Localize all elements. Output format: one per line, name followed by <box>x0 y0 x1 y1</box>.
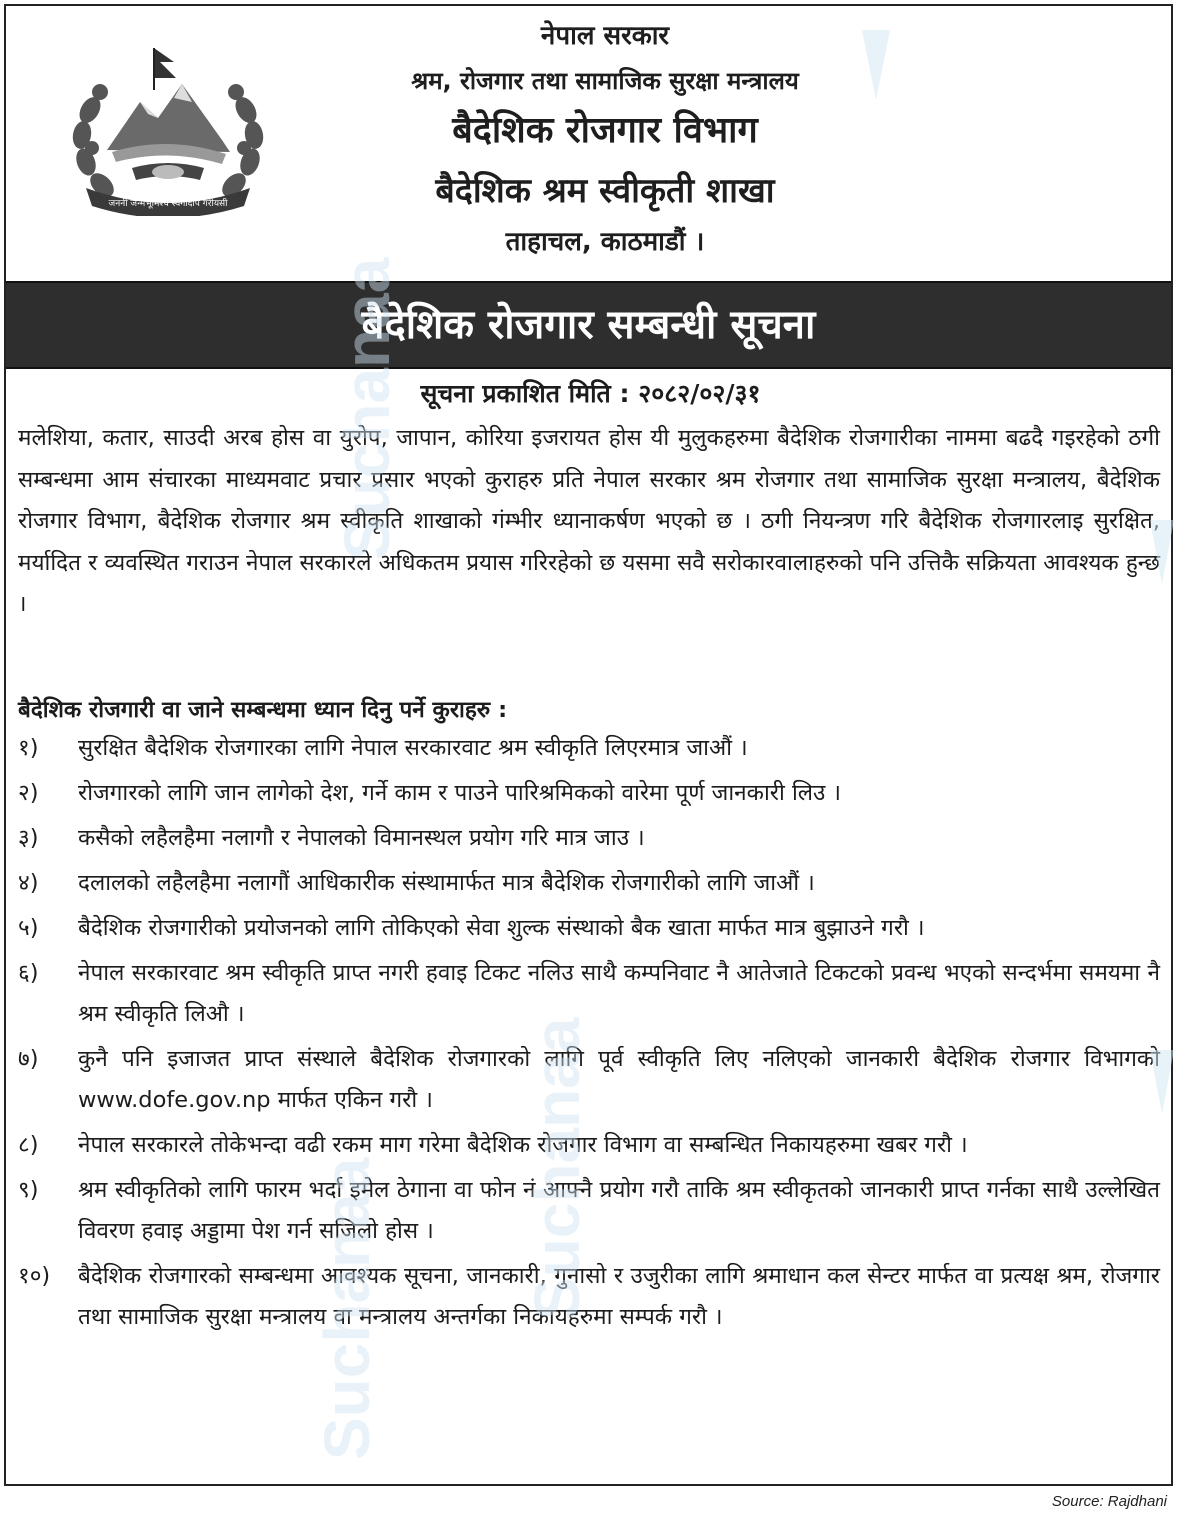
item-text: बैदेशिक रोजगारको सम्बन्धमा आवश्यक सूचना, जानकारी, गुनासो र उजुरीका लागि श्रमाधान कल सेन्टर मार्फत वा प्रत्यक्ष श्रम, रोजगार तथा सामाजिक सुरक्षा मन्त्रालय वा मन्त्रालय अन्तर्गका निकायहरुमा सम्पर्क गरौ । <box>78 1263 1160 1330</box>
item-number: ३) <box>18 825 39 851</box>
list-item <box>18 773 1160 814</box>
item-text: सुरक्षित बैदेशिक रोजगारका लागि नेपाल सरकारवाट श्रम स्वीकृति लिएरमात्र जाऔं । <box>78 735 748 761</box>
item-text: कुनै पनि इजाजत प्राप्त संस्थाले बैदेशिक रोजगारको लागि पूर्व स्वीकृति लिए नलिएको जानकारी बैदेशिक रोजगार विभागको www.dofe.gov.np मार्फत एकिन गरौ । <box>78 1046 1160 1113</box>
item-text: रोजगारको लागि जान लागेको देश, गर्ने काम र पाउने पारिश्रमिकको वारेमा पूर्ण जानकारी लिउ । <box>78 780 842 806</box>
list-item <box>18 1170 1160 1252</box>
branch-name: बैदेशिक श्रम स्वीकृती शाखा <box>435 171 775 211</box>
list-item <box>18 908 1160 949</box>
item-number: ५) <box>18 915 39 941</box>
list-item <box>18 1125 1160 1166</box>
item-text: बैदेशिक रोजगारीको प्रयोजनको लागि तोकिएको सेवा शुल्क संस्थाको बैक खाता मार्फत मात्र बुझाउने गरौ । <box>78 915 925 941</box>
emblem-motto: जननी जन्मभूमिश्च स्वर्गादपि गरीयसी <box>108 199 228 209</box>
list-item <box>18 818 1160 859</box>
watermark-text: Suchanaa <box>331 257 403 560</box>
list-item <box>18 728 1160 769</box>
source-credit: Source: Rajdhani <box>1051 1493 1167 1510</box>
notice-title-banner: बैदेशिक रोजगार सम्बन्धी सूचना <box>6 281 1171 369</box>
item-text: नेपाल सरकारवाट श्रम स्वीकृति प्राप्त नगरी हवाइ टिकट नलिउ साथै कम्पनिवाट नै आतेजाते टिकटको प्रवन्ध भएको सन्दर्भमा समयमा नै श्रम स्वीकृति लिऔ । <box>78 960 1160 1027</box>
watermark-shape <box>1150 520 1174 584</box>
ministry-name: श्रम, रोजगार तथा सामाजिक सुरक्षा मन्त्रालय <box>411 67 799 95</box>
points-list <box>18 728 1160 1342</box>
item-text: श्रम स्वीकृतिको लागि फारम भर्दा इमेल ठेगाना वा फोन नं आफ्नै प्रयोग गरौ ताकि श्रम स्वीकृतको जानकारी प्राप्त गर्नका साथै उल्लेखित विवरण हवाइ अड्डामा पेश गर्न सजिलो होस । <box>78 1177 1160 1244</box>
item-number: ८) <box>18 1132 39 1158</box>
office-address: ताहाचल, काठमाडौं । <box>505 227 705 257</box>
published-date: सूचना प्रकाशित मिति : २०८२/०२/३१ <box>420 379 761 408</box>
item-number: १०) <box>18 1263 51 1289</box>
watermark-shape <box>862 30 890 100</box>
list-item <box>18 953 1160 1035</box>
intro-paragraph: मलेशिया, कतार, साउदी अरब होस वा युरोप, जापान, कोरिया इजरायत होस यी मुलुकहरुमा बैदेशिक रोजगारीका नाममा बढदै गइरहेको ठगी सम्बन्धमा आम संचारका माध्यमवाट प्रचार प्रसार भएको कुराहरु प्रति नेपाल सरकार श्रम रोजगार तथा सामाजिक सुरक्षा मन्त्रालय, बैदेशिक रोजगार विभाग, बैदेशिक रोजगार श्रम स्वीकृति शाखाको गंम्भीर ध्यानाकर्षण भएको छ । ठगी नियन्त्रण गरि बैदेशिक रोजगारलाइ सुरक्षित, मर्यादित र व्यवस्थित गराउन नेपाल सरकारले अधिकतम प्रयास गरिरहेको छ यसमा सवै सरोकारवालाहरुको पनि उत्तिकै सक्रियता आवश्यक हुन्छ । <box>18 425 1160 617</box>
item-text: कसैको लहैलहैमा नलागौ र नेपालको विमानस्थल प्रयोग गरि मात्र जाउ । <box>78 825 645 851</box>
item-number: २) <box>18 780 39 806</box>
item-text: नेपाल सरकारले तोकेभन्दा वढी रकम माग गरेमा बैदेशिक रोजगार विभाग वा सम्बन्धित निकायहरुमा खबर गरौ । <box>78 1132 968 1158</box>
list-item <box>18 1039 1160 1121</box>
item-number: १) <box>18 735 39 761</box>
watermark-shape <box>1150 1050 1174 1114</box>
item-number: ६) <box>18 960 39 986</box>
item-number: ७) <box>18 1046 39 1072</box>
watermark-text: Suchanaa <box>521 1017 593 1320</box>
item-number: ९) <box>18 1177 39 1203</box>
item-number: ४) <box>18 870 39 896</box>
list-item <box>18 1256 1160 1338</box>
item-text: दलालको लहैलहैमा नलागौं आधिकारीक संस्थामार्फत मात्र बैदेशिक रोजगारीको लागि जाऔं । <box>78 870 815 896</box>
list-item <box>18 863 1160 904</box>
watermark-text: Suchanaa <box>311 1157 383 1460</box>
points-heading: बैदेशिक रोजगारी वा जाने सम्बन्धमा ध्यान दिनु पर्ने कुराहरु : <box>18 697 508 723</box>
department-name: बैदेशिक रोजगार विभाग <box>452 110 758 151</box>
government-name: नेपाल सरकार <box>540 21 670 51</box>
